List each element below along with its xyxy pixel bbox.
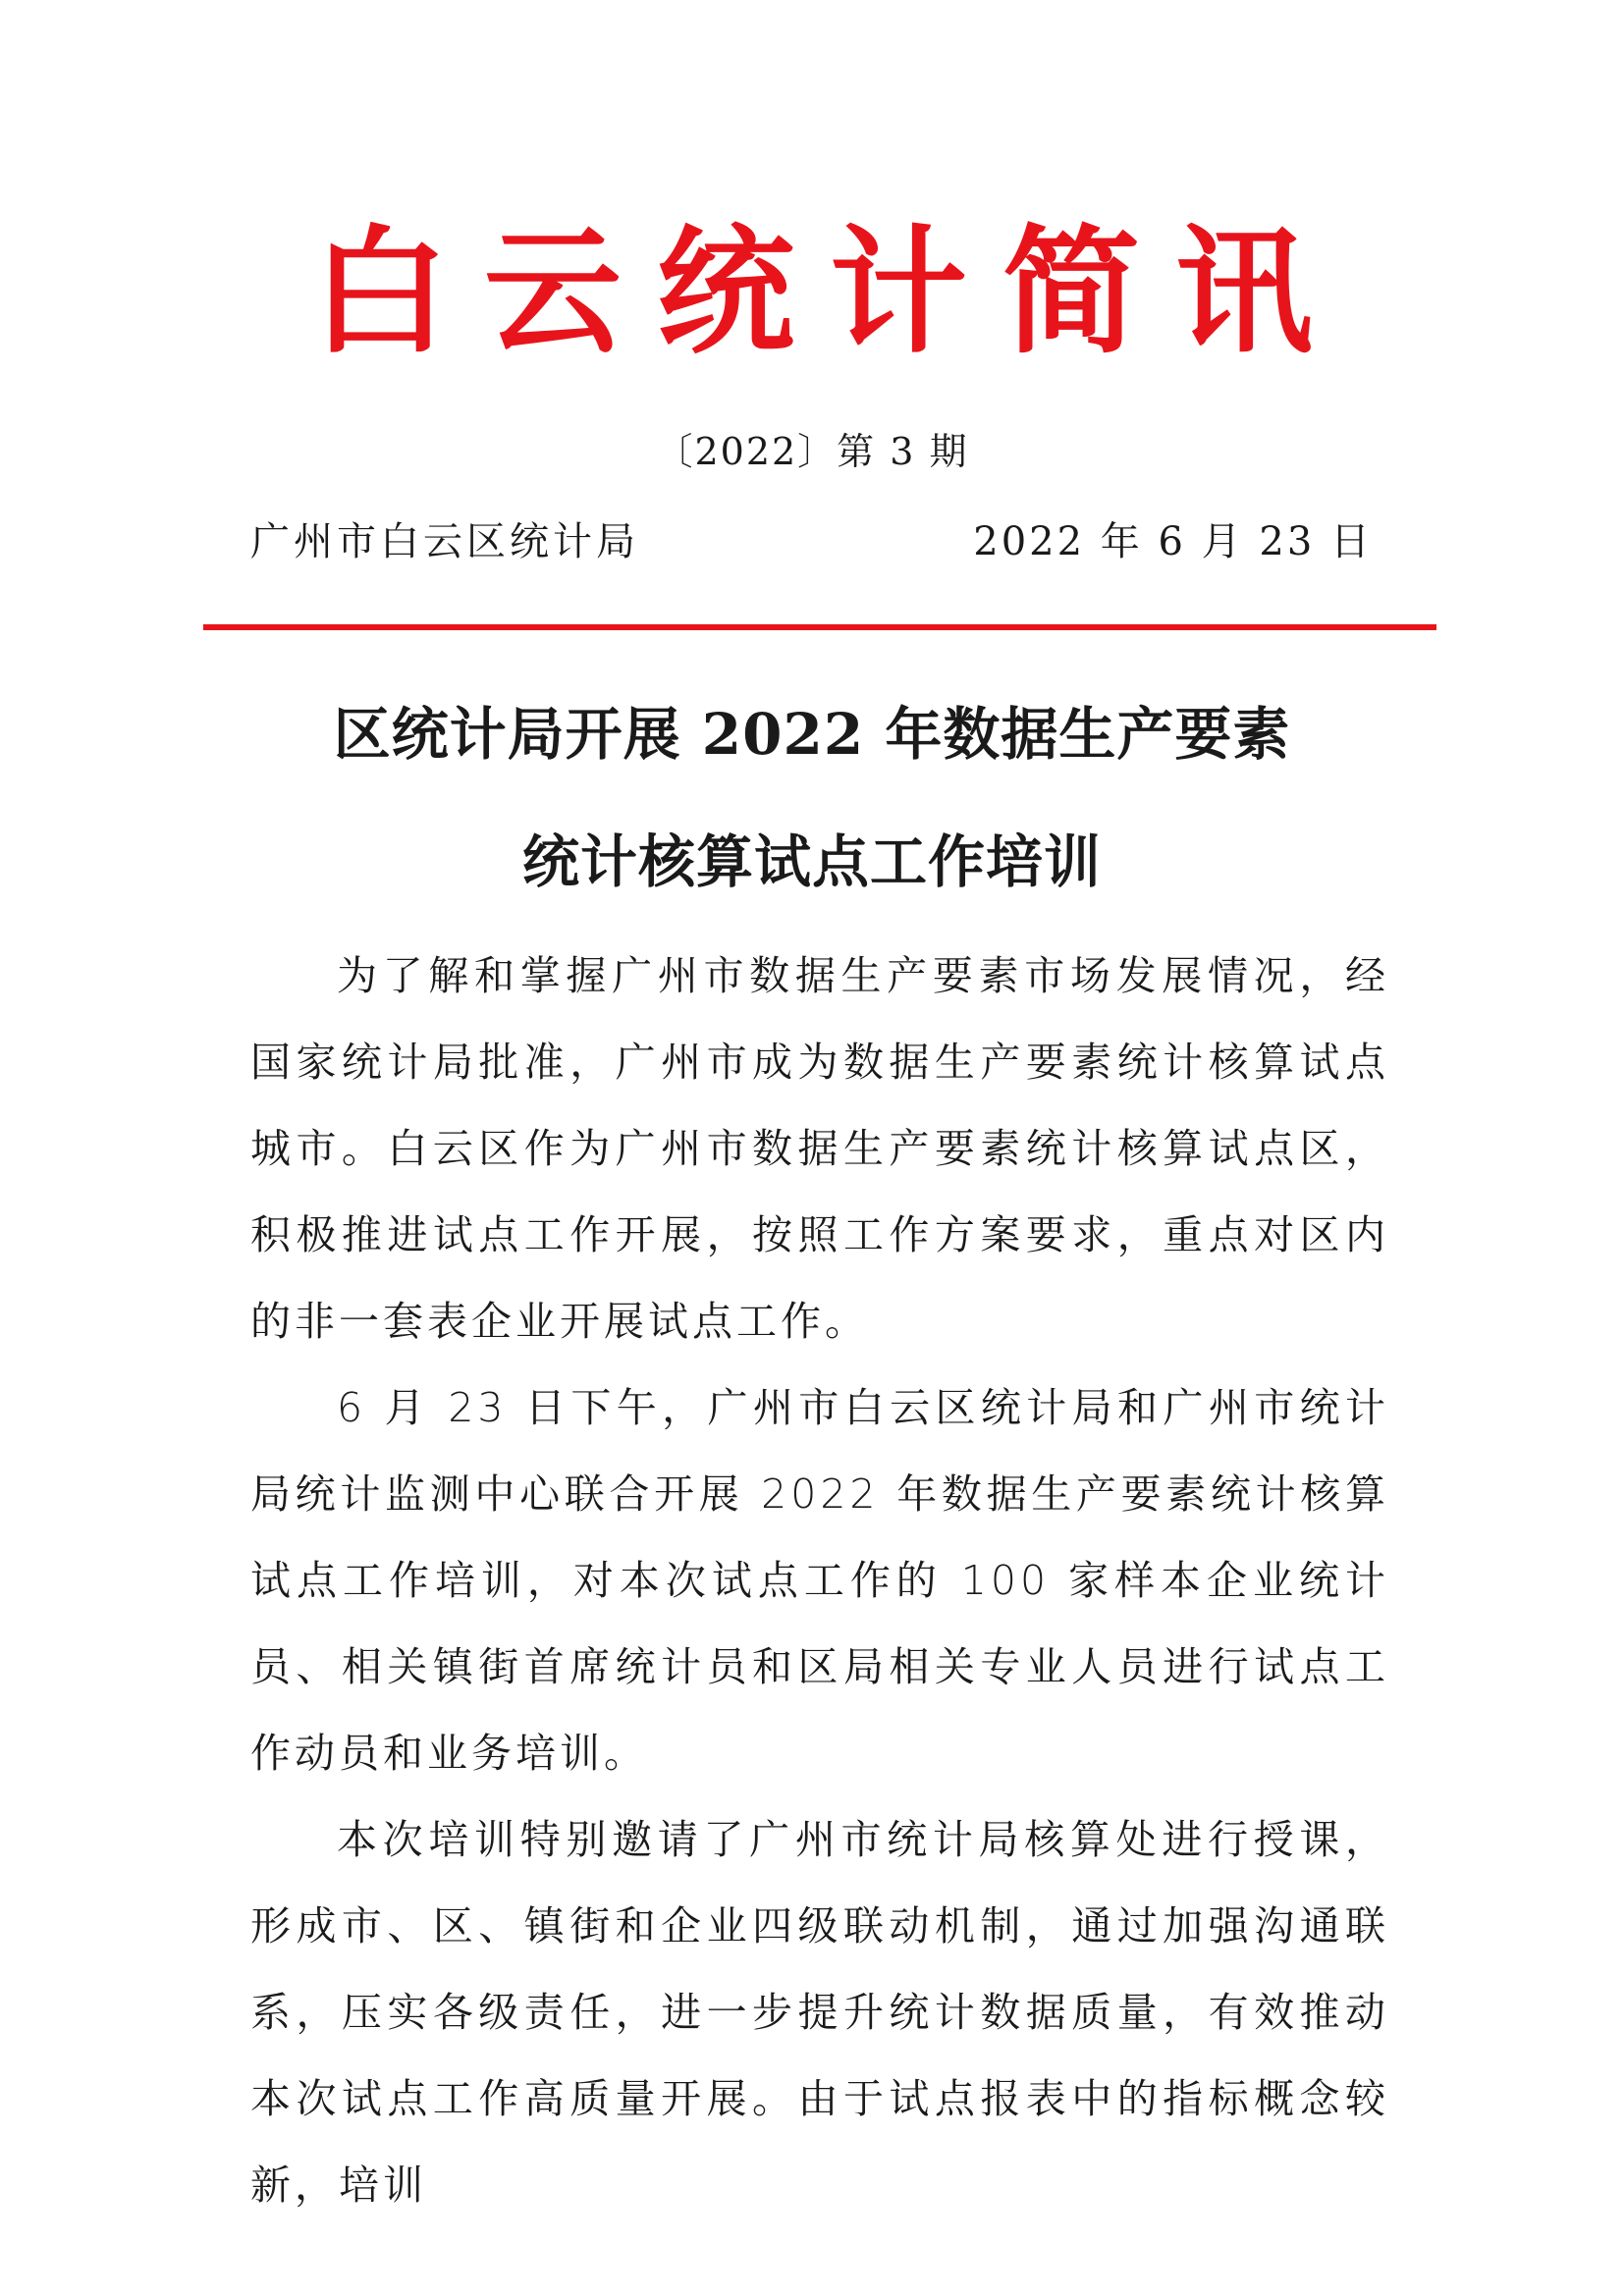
paragraph: 6 月 23 日下午，广州市白云区统计局和广州市统计局统计监测中心联合开展 2022 年数据生产要素统计核算试点工作培训，对本次试点工作的 100 家样本企业统计员、相关镇街首席统计员和区局相关专业人员进行试点工作动员和业务培训。	[250, 1384, 1389, 1777]
article-title-line-1: 区统计局开展 2022 年数据生产要素	[333, 701, 1291, 768]
article-title-line-2: 统计核算试点工作培训	[521, 828, 1102, 895]
paragraph: 本次培训特别邀请了广州市统计局核算处进行授课，形成市、区、镇街和企业四级联动机制，通过加强沟通联系，压实各级责任，进一步提升统计数据质量，有效推动本次试点工作高质量开展。由于试点报表中的指标概念较新，培训	[250, 1816, 1389, 2209]
masthead-char: 统	[656, 212, 794, 373]
article-body	[250, 933, 1389, 2228]
issue-number: 〔2022〕第 3 期	[655, 430, 969, 473]
masthead-title	[0, 214, 1624, 371]
masthead-char: 简	[1002, 212, 1141, 373]
paragraph: 为了解和掌握广州市数据生产要素市场发展情况，经国家统计局批准，广州市成为数据生产要素统计核算试点城市。白云区作为广州市数据生产要素统计核算试点区，积极推进试点工作开展，按照工作方案要求，重点对区内的非一套表企业开展试点工作。	[250, 952, 1389, 1345]
masthead-char: 云	[483, 212, 622, 373]
issue-date: 2022 年 6 月 23 日	[973, 519, 1373, 564]
masthead-char: 计	[830, 212, 968, 373]
masthead-char: 白	[310, 212, 449, 373]
header-divider	[203, 624, 1436, 630]
masthead-char: 讯	[1175, 212, 1314, 373]
issuing-organization: 广州市白云区统计局	[250, 519, 639, 564]
